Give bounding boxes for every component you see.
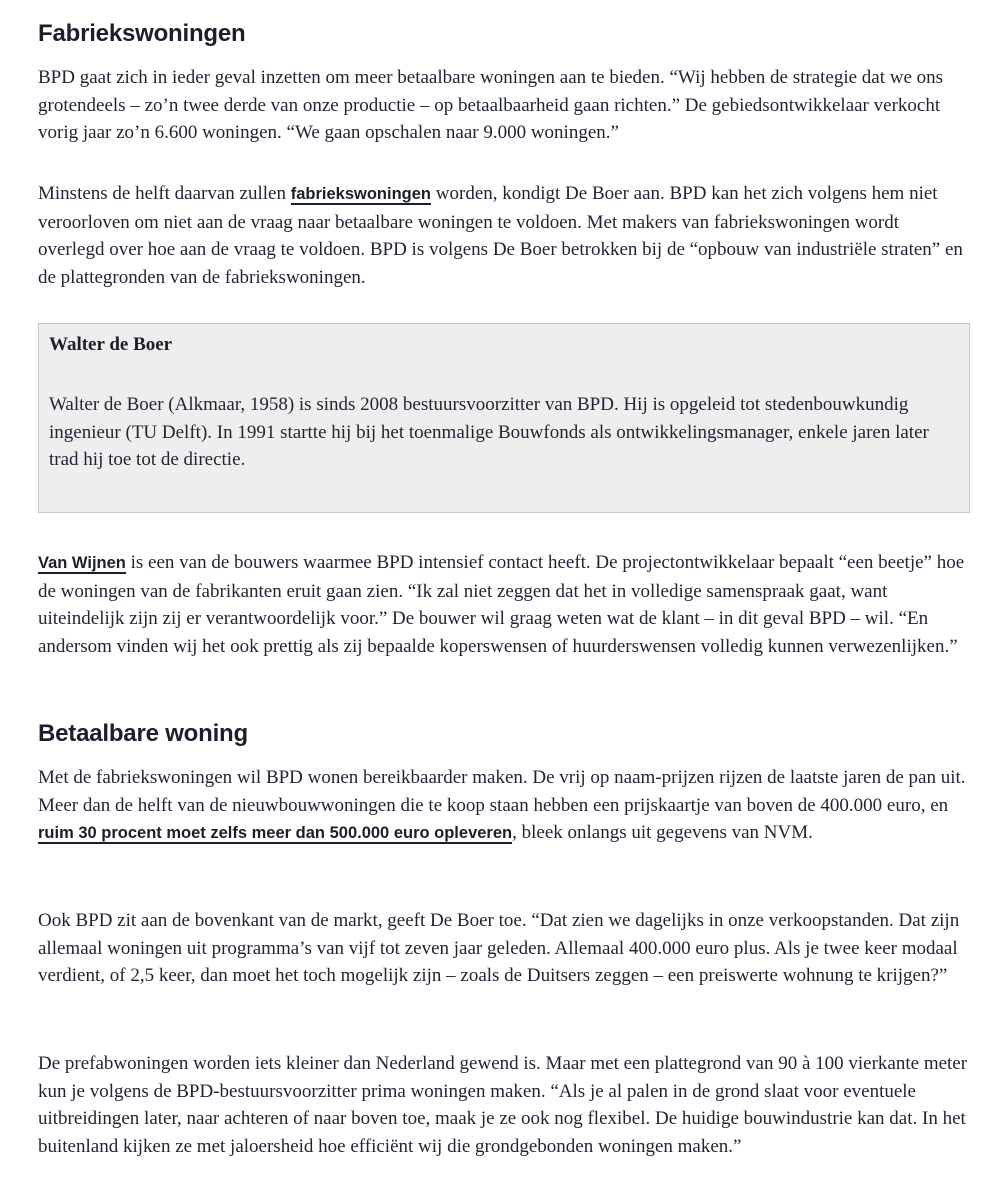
infobox-body: Walter de Boer (Alkmaar, 1958) is sinds 2008 bestuursvoorzitter van BPD. Hij is opgeleid tot stedenbouwkundig ingenieur (TU Delft). In 1991 startte hij bij het toenmalige Bouwfonds als ontwikkelingsmanager, enkele jaren later trad hij toe tot de directie. — [49, 394, 929, 470]
infobox-walter-de-boer — [38, 323, 970, 513]
paragraph-text: Minstens de helft daarvan zullen — [38, 183, 291, 204]
paragraph-text: worden, kondigt De Boer aan. BPD kan het zich volgens hem niet veroorloven om niet aan de vraag naar betaalbare woningen te voldoen. Met makers van fabriekswoningen wordt overlegd over hoe aan de vraag te voldoen. BPD is volgens De Boer betrokken bij de “opbouw van industriële straten” en de plattegronden van de fabriekswoningen. — [38, 183, 963, 288]
section-heading-fabriekswoningen: Fabriekswoningen — [38, 20, 246, 47]
paragraph-text: is een van de bouwers waarmee BPD intensief contact heeft. De projectontwikkelaar bepaalt “een beetje” hoe de woningen van de fabrikanten eruit gaan zien. “Ik zal niet zeggen dat het in volledige samenspraak gaat, want uiteindelijk zijn zij er verantwoordelijk voor.” De bouwer wil graag weten wat de klant – in dit geval BPD – wil. “En andersom vinden wij het ook prettig als zij bepaalde koperswensen of huurderswensen volledig kunnen verwezenlijken.” — [38, 552, 965, 657]
paragraph — [38, 180, 968, 291]
paragraph — [38, 549, 968, 660]
link-fabriekswoningen[interactable]: fabriekswoningen — [290, 185, 432, 203]
infobox-title: Walter de Boer — [49, 334, 173, 355]
link-ruim-30-procent[interactable]: ruim 30 procent moet zelfs meer dan 500.000 euro opleveren — [38, 824, 513, 842]
paragraph-text: , bleek onlangs uit gegevens van NVM. — [512, 822, 813, 843]
paragraph — [38, 764, 970, 848]
link-van-wijnen[interactable]: Van Wijnen — [38, 554, 126, 572]
section-heading-betaalbare-woning: Betaalbare woning — [38, 720, 248, 747]
paragraph: De prefabwoningen worden iets kleiner dan Nederland gewend is. Maar met een plattegrond van 90 à 100 vierkante meter kun je volgens de BPD-bestuursvoorzitter prima woningen maken. “Als je al palen in de grond slaat voor eventuele uitbreidingen later, naar achteren of naar boven toe, maak je ze ook nog flexibel. De huidige bouwindustrie kan dat. In het buitenland kijken ze met jaloersheid hoe efficiënt wij die grondgebonden woningen maken.” — [38, 1053, 968, 1157]
paragraph: BPD gaat zich in ieder geval inzetten om meer betaalbare woningen aan te bieden. “Wij hebben de strategie dat we ons grotendeels – zo’n twee derde van onze productie – op betaalbaarheid gaan richten.” De gebiedsontwikkelaar verkocht vorig jaar zo’n 6.600 woningen. “We gaan opschalen naar 9.000 woningen.” — [38, 67, 944, 143]
paragraph: Ook BPD zit aan de bovenkant van de markt, geeft De Boer toe. “Dat zien we dagelijks in onze verkoopstanden. Dat zijn allemaal woningen uit programma’s van vijf tot zeven jaar geleden. Allemaal 400.000 euro plus. Als je twee keer modaal verdient, of 2,5 keer, dan moet het toch mogelijk zijn – zoals de Duitsers zeggen – een preiswerte wohnung te krijgen?” — [38, 910, 960, 986]
paragraph-text: Met de fabriekswoningen wil BPD wonen bereikbaarder maken. De vrij op naam-prijzen rijzen de laatste jaren de pan uit. Meer dan de helft van de nieuwbouwwoningen die te koop staan hebben een prijskaartje van boven de 400.000 euro, en — [38, 767, 966, 816]
